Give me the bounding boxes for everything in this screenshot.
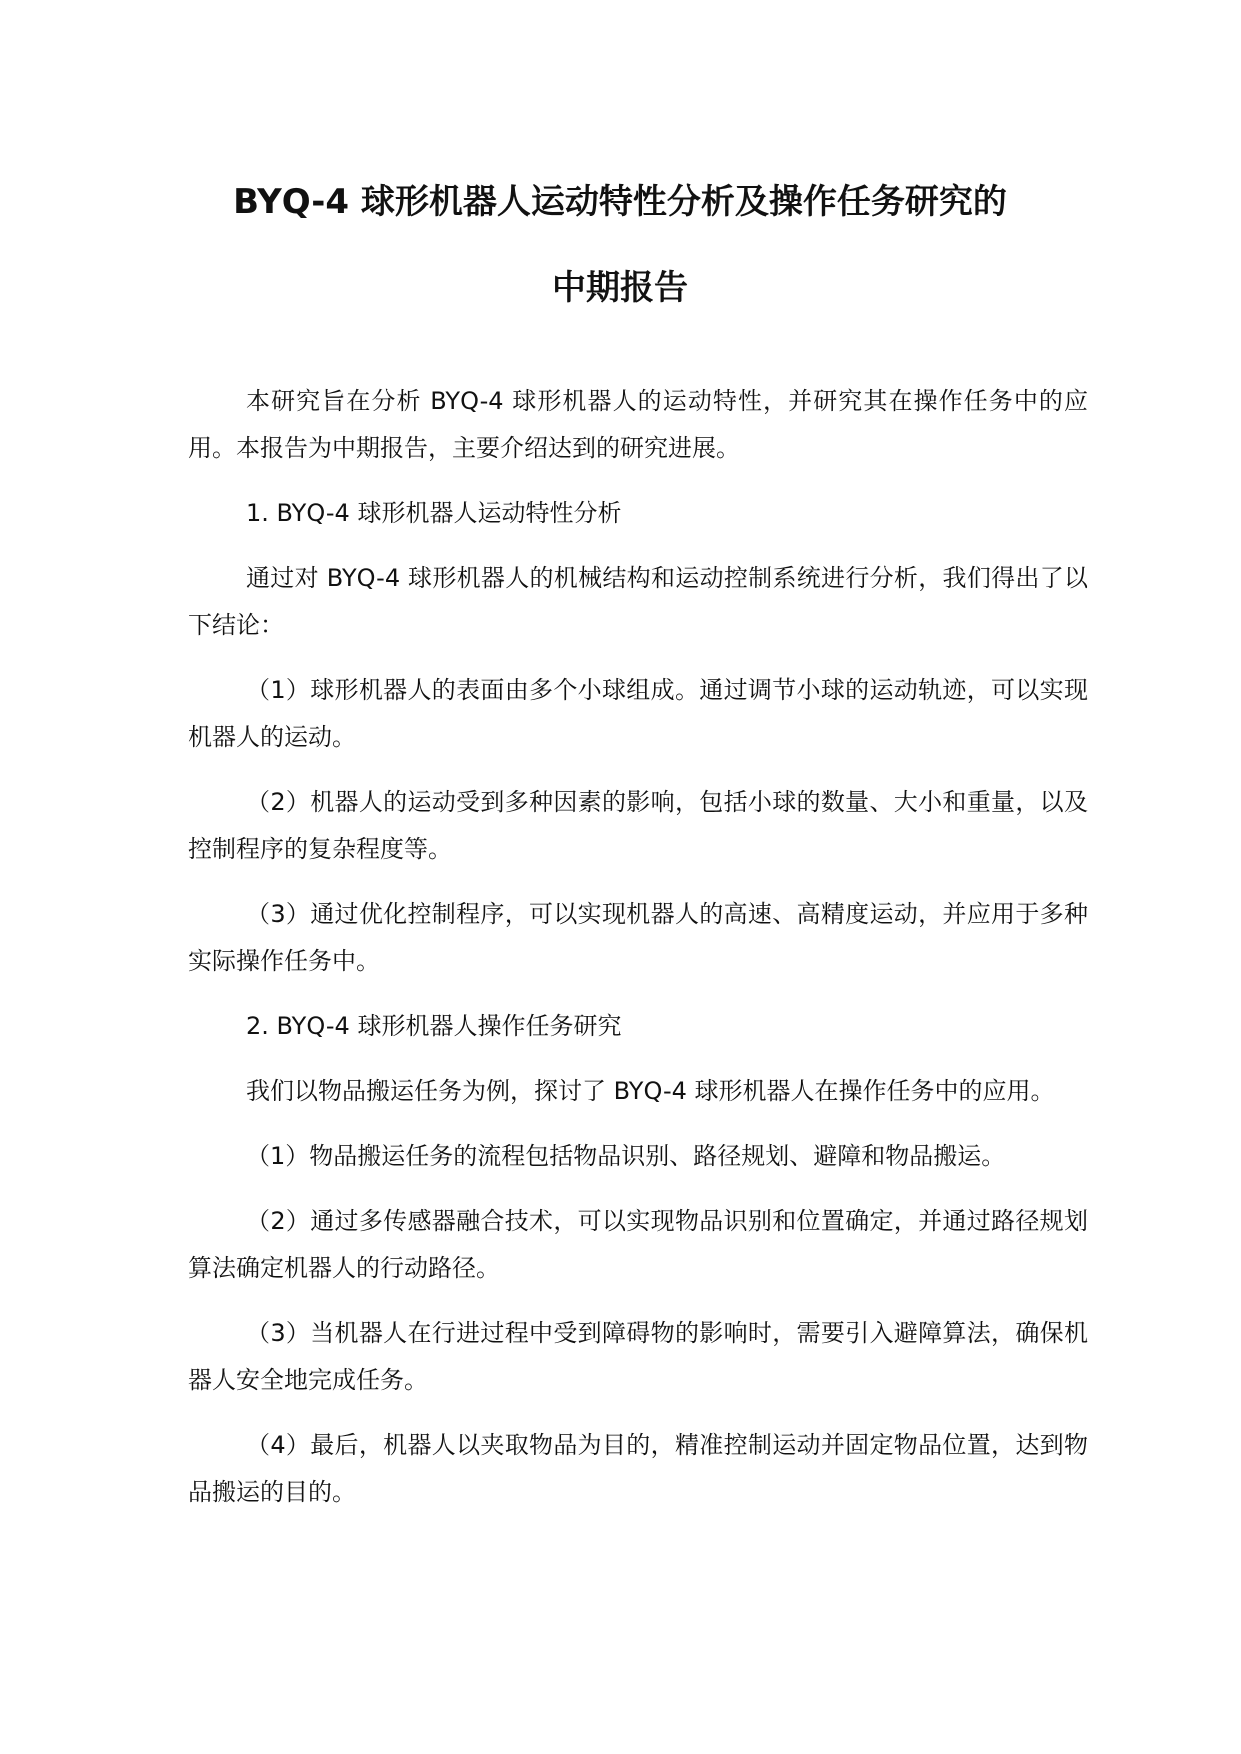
list-item: （2）机器人的运动受到多种因素的影响，包括小球的数量、大小和重量，以及控制程序的复杂程度等。 [188,788,1088,863]
document-body [188,378,1088,1534]
list-item: （1）球形机器人的表面由多个小球组成。通过调节小球的运动轨迹，可以实现机器人的运动。 [188,676,1088,751]
document-title-line-1: BYQ-4 球形机器人运动特性分析及操作任务研究的 [233,182,1007,222]
section-heading-2: 2. BYQ-4 球形机器人操作任务研究 [246,1012,622,1040]
body-paragraph: 通过对 BYQ-4 球形机器人的机械结构和运动控制系统进行分析，我们得出了以下结论： [188,564,1088,639]
list-item: （3）通过优化控制程序，可以实现机器人的高速、高精度运动，并应用于多种实际操作任务中。 [188,900,1088,975]
body-paragraph: 我们以物品搬运任务为例，探讨了 BYQ-4 球形机器人在操作任务中的应用。 [246,1077,1055,1105]
list-item: （4）最后，机器人以夹取物品为目的，精准控制运动并固定物品位置，达到物品搬运的目的。 [188,1431,1088,1506]
intro-paragraph: 本研究旨在分析 BYQ-4 球形机器人的运动特性，并研究其在操作任务中的应用。本报告为中期报告，主要介绍达到的研究进展。 [188,387,1088,462]
list-item: （2）通过多传感器融合技术，可以实现物品识别和位置确定，并通过路径规划算法确定机器人的行动路径。 [188,1207,1088,1282]
section-heading-1: 1. BYQ-4 球形机器人运动特性分析 [246,499,622,527]
list-item: （1）物品搬运任务的流程包括物品识别、路径规划、避障和物品搬运。 [246,1142,1006,1170]
list-item: （3）当机器人在行进过程中受到障碍物的影响时，需要引入避障算法，确保机器人安全地完成任务。 [188,1319,1088,1394]
document-title-line-2: 中期报告 [552,268,688,308]
